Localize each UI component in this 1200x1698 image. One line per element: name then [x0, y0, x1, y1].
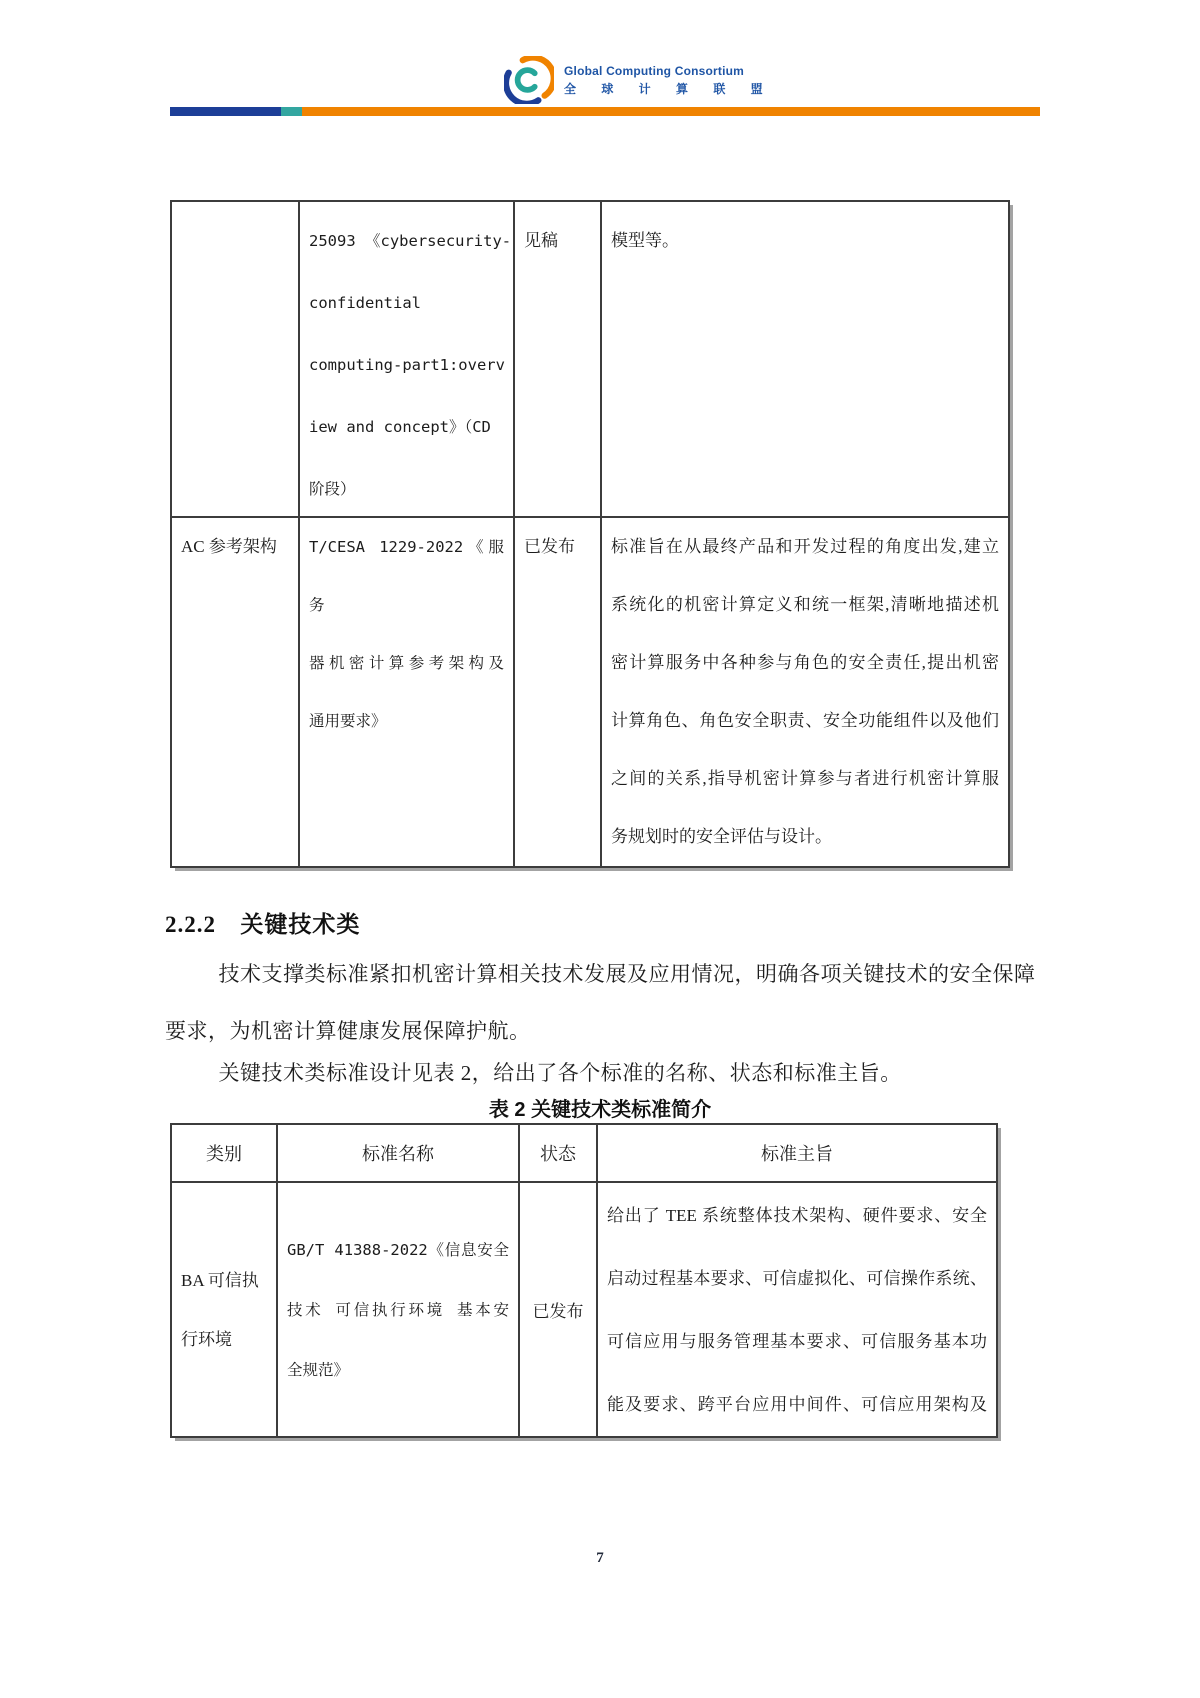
- page-number: 7: [596, 1550, 604, 1566]
- section-heading: [165, 906, 360, 939]
- table-row: [172, 202, 1008, 518]
- cell-standard-name: GB/T 41388-2022《信息安全 技术 可信执行环境 基本安 全规范》: [278, 1183, 520, 1436]
- rule-orange-segment: [302, 107, 1040, 116]
- gcc-logo-icon: [504, 56, 554, 104]
- cell-purpose: 给出了 TEE 系统整体技术架构、硬件要求、安全 启动过程基本要求、可信虚拟化、可信操作系统、 可信应用与服务管理基本要求、可信服务基本功 能及要求、跨平台应用中间件、可信应用架构及: [607, 1205, 987, 1414]
- cell-category: BA 可信执 行环境: [172, 1183, 278, 1436]
- cell-status: 见稿: [515, 202, 602, 516]
- logo-title-en: Global Computing Consortium: [564, 63, 745, 78]
- logo-text: [564, 64, 774, 97]
- cell-status: 已发布: [515, 518, 602, 866]
- table-row: [172, 1183, 996, 1436]
- body-paragraph: 技术支撑类标准紧扣机密计算相关技术发展及应用情况，明确各项关键技术的安全保障 要求，为机密计算健康发展保障护航。: [165, 962, 1036, 1043]
- header-rule: [170, 107, 1040, 116]
- section-title: 关键技术类: [240, 911, 361, 937]
- table-caption: 表 2 关键技术类标准简介: [488, 1099, 712, 1121]
- standards-table-basic: [170, 200, 1010, 868]
- rule-blue-segment: [170, 107, 281, 116]
- header-standard-name: 标准名称: [278, 1125, 520, 1181]
- cell-purpose: 模型等。: [611, 231, 679, 250]
- header-status: 状态: [520, 1125, 598, 1181]
- table-row: [172, 518, 1008, 866]
- body-paragraph: 关键技术类标准设计见表 2，给出了各个标准的名称、状态和标准主旨。: [218, 1061, 902, 1085]
- table-header-row: [172, 1125, 996, 1183]
- standards-table-key-tech: [170, 1123, 998, 1438]
- header-purpose: 标准主旨: [761, 1144, 833, 1164]
- cell-purpose: 标准旨在从最终产品和开发过程的角度出发,建立 系统化的机密计算定义和统一框架,清晰地描述机 密计算服务中各种参与角色的安全责任,提出机密 计算角色、角色安全职责、安全功能组件以及他们 之间的关系,指导机密计算参与者进行机密计算服 务规划时的安全评估与设计。: [611, 537, 999, 846]
- cell-category: [172, 202, 300, 516]
- section-number: 2.2.2: [165, 912, 216, 937]
- header-category: 类别: [172, 1125, 278, 1181]
- cell-category: AC 参考架构: [172, 518, 300, 866]
- cell-status: 已发布: [520, 1183, 598, 1436]
- header-logo: [504, 56, 774, 104]
- logo-title-zh: 全 球 计 算 联 盟: [564, 81, 774, 96]
- cell-standard-name: T/CESA 1229-2022《服务 器机密计算参考架构及 通用要求》: [300, 518, 515, 866]
- rule-teal-segment: [281, 107, 302, 116]
- cell-standard-name: 25093 《cybersecurity- confidential computing-part1:overv iew and concept》（CD 阶段）: [300, 202, 515, 516]
